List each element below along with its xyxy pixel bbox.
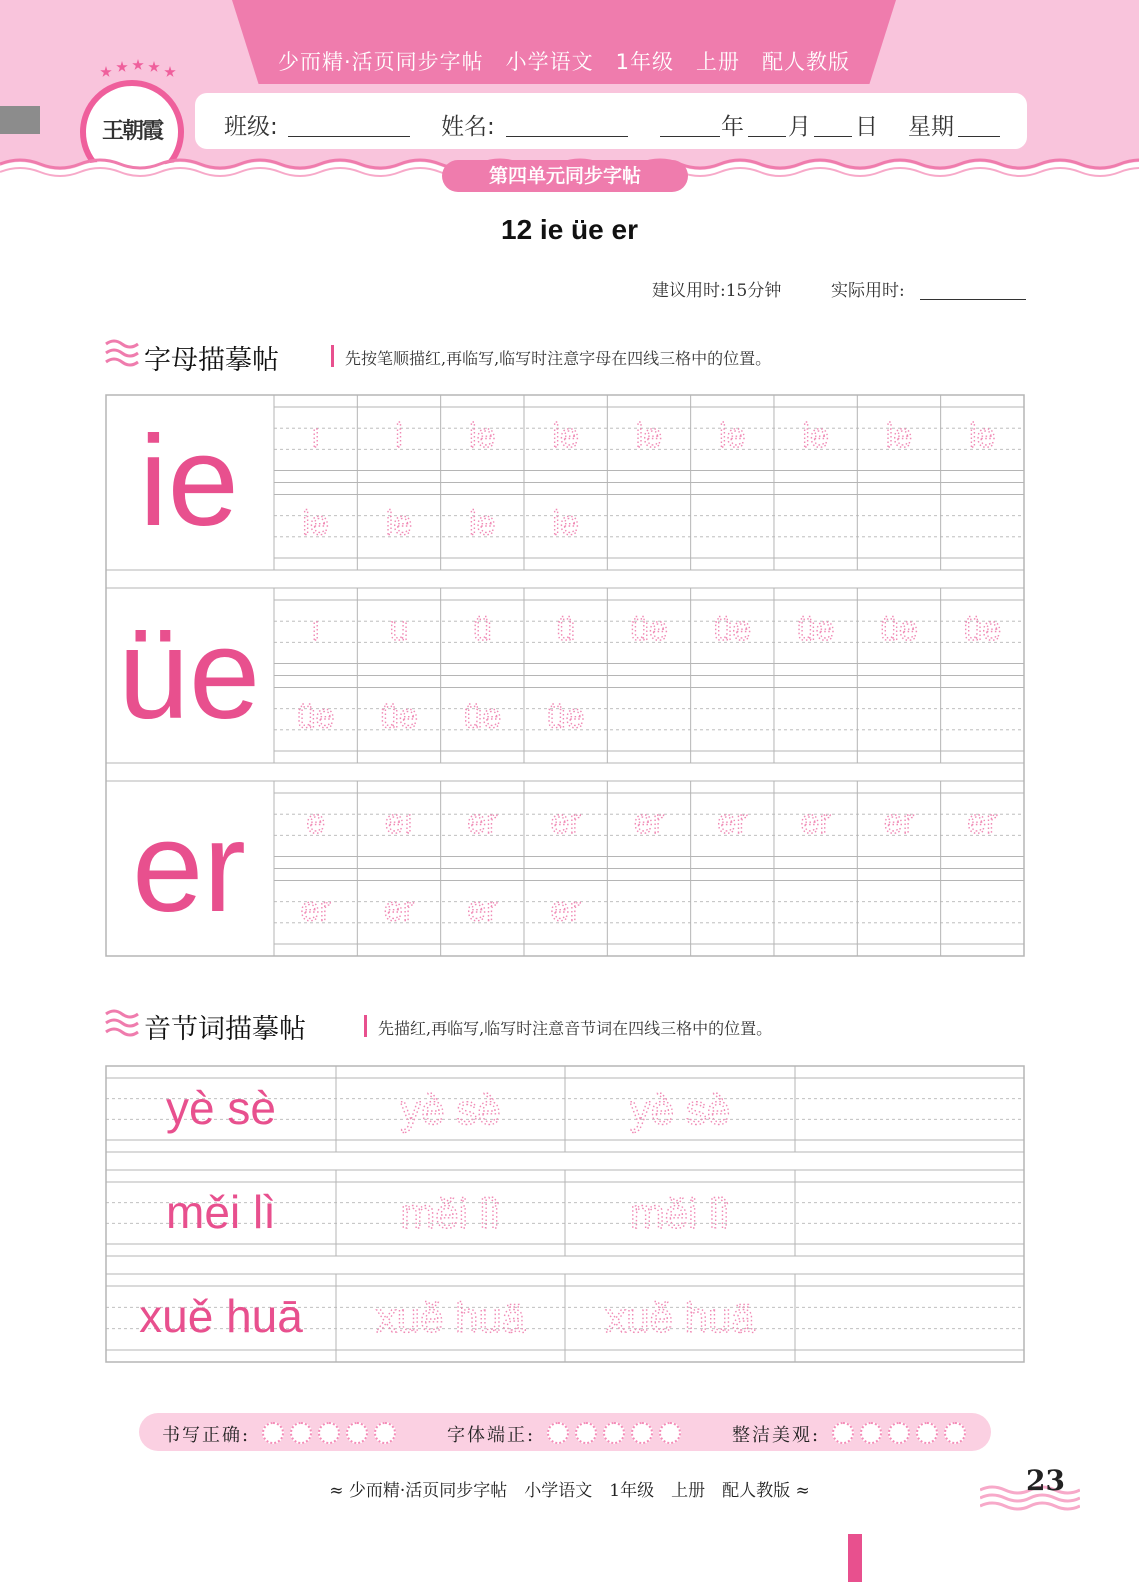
trace-letter: ie <box>885 417 913 455</box>
weekday-label: 星期 <box>908 114 954 140</box>
class-label: 班级: <box>224 114 278 140</box>
trace-letter: üe <box>380 697 418 736</box>
trace-letter: üe <box>963 610 1002 648</box>
lesson-title: 12 ie üe er <box>501 214 638 245</box>
trace-letter: u <box>389 610 409 648</box>
trace-letter: ie <box>302 504 329 543</box>
trace-letter: er <box>467 803 498 841</box>
suggested-time: 建议用时:15分钟 <box>652 281 782 301</box>
trace-letter: ie <box>469 504 496 543</box>
footer-text: ≈ 少而精·活页同步字帖 小学语文 1年级 上册 配人教版 ≈ <box>329 1481 810 1501</box>
eval-label-correct: 书写正确: <box>162 1425 251 1446</box>
trace-letter: er <box>467 890 498 929</box>
trace-letter: ü <box>556 610 576 648</box>
trace-letter: üe <box>880 610 918 648</box>
section1-title: 字母描摹帖 <box>144 345 279 376</box>
flower-icon[interactable] <box>832 1422 854 1444</box>
year-label: 年 <box>721 114 744 140</box>
name-label: 姓名: <box>441 114 495 140</box>
flower-icon[interactable] <box>374 1422 396 1444</box>
trace-letter: er <box>883 803 915 841</box>
logo-text: 王朝霞 <box>101 118 162 144</box>
trace-letter: er <box>633 803 665 841</box>
trace-word: měi lì <box>629 1190 731 1237</box>
flower-icon[interactable] <box>631 1422 653 1444</box>
flower-icon[interactable] <box>262 1422 284 1444</box>
trace-letter: üe <box>546 697 585 736</box>
flower-icon[interactable] <box>916 1422 938 1444</box>
flower-icon[interactable] <box>944 1422 966 1444</box>
day-label: 日 <box>855 114 878 140</box>
trace-letter: eı <box>384 803 414 841</box>
trace-letter: üe <box>630 610 668 648</box>
model-letter: er <box>132 796 246 939</box>
page-edge-marker <box>848 1534 862 1582</box>
trace-letter: ie <box>719 417 746 455</box>
trace-letter: ü <box>472 610 492 648</box>
flower-icon[interactable] <box>659 1422 681 1444</box>
trace-letter: ı <box>310 417 321 455</box>
trace-letter: er <box>800 803 831 841</box>
model-word: yè sè <box>166 1082 276 1134</box>
page-number: 23 <box>1026 1464 1065 1497</box>
trace-letter: ie <box>969 417 996 455</box>
section1-hint: 先按笔顺描红,再临写,临写时注意字母在四线三格中的位置。 <box>345 349 772 368</box>
trace-letter: er <box>383 890 415 929</box>
eval-rating-clean[interactable] <box>832 1422 966 1444</box>
trace-letter: er <box>717 803 748 841</box>
trace-letter: ie <box>552 504 579 543</box>
trace-letter: üe <box>296 697 335 736</box>
flower-icon[interactable] <box>860 1422 882 1444</box>
trace-letter: üe <box>713 610 752 648</box>
model-letter: ie <box>139 410 239 553</box>
trace-letter: üe <box>463 697 502 736</box>
trace-letter: ie <box>802 417 829 455</box>
trace-letter: er <box>550 803 581 841</box>
trace-word: xuě huā <box>605 1294 755 1341</box>
actual-time-label: 实际用时: <box>831 281 905 301</box>
header-title: 少而精·活页同步字帖 小学语文 1年级 上册 配人教版 <box>277 50 851 74</box>
trace-letter: ie <box>469 417 496 455</box>
trace-word: yè sè <box>400 1086 501 1133</box>
flower-icon[interactable] <box>547 1422 569 1444</box>
flower-icon[interactable] <box>318 1422 340 1444</box>
trace-letter: er <box>550 890 581 929</box>
eval-label-clean: 整洁美观: <box>732 1425 821 1446</box>
month-label: 月 <box>788 114 811 140</box>
eval-rating-neat[interactable] <box>547 1422 681 1444</box>
flower-icon[interactable] <box>290 1422 312 1444</box>
trace-word: měi lì <box>400 1190 501 1237</box>
section2-title: 音节词描摹帖 <box>144 1014 306 1045</box>
flower-icon[interactable] <box>575 1422 597 1444</box>
trace-letter: üe <box>796 610 835 648</box>
flower-icon[interactable] <box>888 1422 910 1444</box>
model-word: měi lì <box>166 1186 276 1238</box>
eval-label-neat: 字体端正: <box>447 1425 536 1446</box>
flower-icon[interactable] <box>603 1422 625 1444</box>
flower-icon[interactable] <box>346 1422 368 1444</box>
unit-label: 第四单元同步字帖 <box>442 160 688 192</box>
trace-letter: er <box>967 803 998 841</box>
model-letter: üe <box>117 603 261 746</box>
trace-letter: i <box>395 417 403 455</box>
trace-letter: ı <box>310 610 321 648</box>
eval-rating-correct[interactable] <box>262 1422 396 1444</box>
trace-word: yè sè <box>629 1086 731 1133</box>
section2-hint: 先描红,再临写,临写时注意音节词在四线三格中的位置。 <box>378 1019 773 1038</box>
trace-letter: ie <box>552 417 579 455</box>
trace-letter: er <box>300 890 331 929</box>
trace-letter: e <box>306 803 326 841</box>
trace-word: xuě huā <box>375 1294 526 1341</box>
model-word: xuě huā <box>139 1290 303 1342</box>
trace-letter: ie <box>385 504 413 543</box>
trace-letter: ie <box>635 417 663 455</box>
